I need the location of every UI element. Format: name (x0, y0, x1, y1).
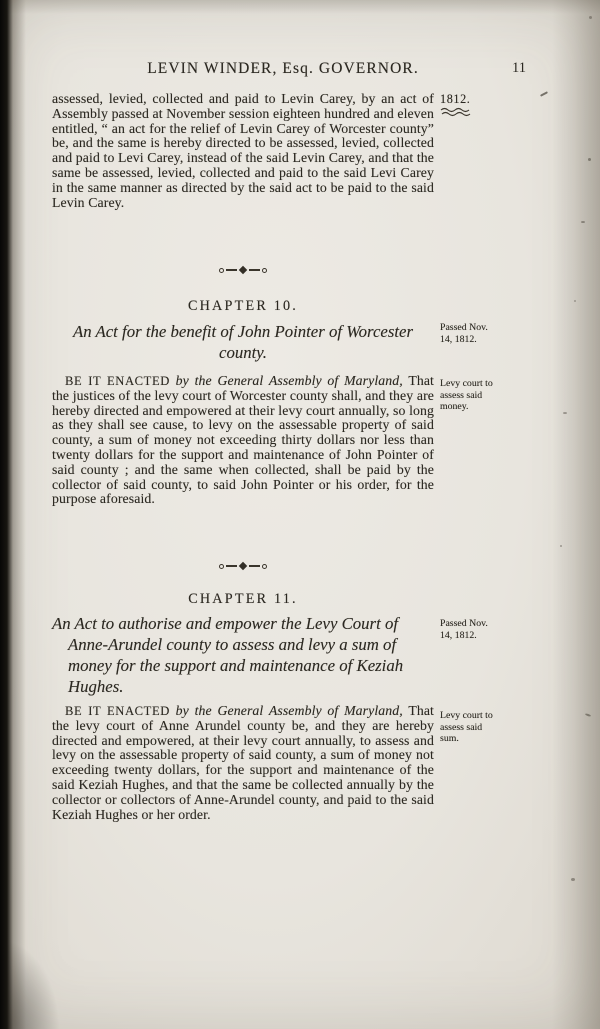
main-text-column (52, 0, 434, 1029)
chapter-11-body-text: That the levy court of Anne Arundel county be, and they are hereby directed and empowered, at their levy court annually, to assess and levy on the assessable property of said county, a sum of money not exceeding twenty dollars, for the support and maintenance of the said Keziah Hughes, and that the same be collected annually by the collector or collectors of Anne-Arundel county, and paid to the said Keziah Hughes or her order. (52, 703, 434, 822)
ornament-diamond-icon (239, 266, 247, 274)
scan-speck (589, 16, 592, 19)
margin-year-text: 1812. (440, 92, 471, 106)
ornament-line-right (249, 269, 260, 270)
ornament-dot-left (219, 564, 224, 569)
margin-note-year (440, 94, 490, 117)
scan-speck (560, 545, 562, 547)
ornament-dot-left (219, 268, 224, 273)
page-edge-right-shadow (552, 0, 600, 1029)
scan-speck (563, 412, 567, 414)
margin-notes-column (440, 0, 532, 1029)
page-edge-left-binding (0, 0, 26, 1029)
chapter-11-heading: CHAPTER 11. (188, 591, 298, 607)
chapter-11-enacting-words: BE IT ENACTED (65, 704, 170, 718)
section-divider-ornament (52, 560, 434, 572)
margin-note-levy-ch10: Levy court to assess said money. (440, 378, 493, 413)
chapter-10-enacting-words: BE IT ENACTED (65, 374, 170, 388)
chapter-11-act-title: An Act to authorise and empower the Levy Court of Anne-Arundel county to assess and levy a sum of money for the support and maintenance of Keziah Hughes. (52, 614, 404, 696)
scan-speck (581, 221, 585, 223)
ornament-line-left (226, 269, 237, 270)
margin-note-passed-ch11: Passed Nov. 14, 1812. (440, 618, 488, 641)
ornament-dot-right (262, 564, 267, 569)
page-number: 11 (512, 60, 526, 76)
section-divider-ornament (52, 264, 434, 276)
ornament-line-right (249, 565, 260, 566)
scan-speck (571, 878, 575, 881)
scan-speck (540, 91, 548, 97)
squiggle-brace-icon (440, 107, 472, 117)
chapter-10-act-title: An Act for the benefit of John Pointer of Worcester county. (72, 322, 414, 362)
chapter-10-body-text: That the justices of the levy court of Worcester county shall, and they are hereby directed and empowered at their levy court annually, so long as they shall see cause, to levy on the assessable property of said county, a sum of money not exceeding thirty dollars nor less than twenty dollars for the support and maintenance of John Pointer of said county ; and the same when collected, shall be paid by the collector of said county, to said John Pointer or his order, for the purpose aforesaid. (52, 373, 434, 507)
margin-note-levy-ch11: Levy court to assess said sum. (440, 710, 493, 745)
chapter-10-heading: CHAPTER 10. (187, 298, 299, 314)
margin-note-passed-ch10: Passed Nov. 14, 1812. (440, 322, 488, 345)
ornament-diamond-icon (239, 562, 247, 570)
chapter-11-assembly-phrase: by the General Assembly of Maryland, (175, 703, 403, 718)
continuation-paragraph: assessed, levied, collected and paid to Levin Carey, by an act of Assembly passed at November session eighteen hundred and eleven entitled, “ an act for the relief of Levin Carey of Worcester county” be, and the same is hereby directed to be assessed, levied, collected and paid to Levi Carey, instead of the said Levin Carey, and that the same be assessed, levied, collected and paid to the said Levi Carey in the same manner as directed by the said act to be paid to the said Levin Carey. (52, 91, 434, 210)
scan-speck (588, 158, 591, 161)
corner-smudge (0, 939, 60, 1029)
ornament-line-left (226, 565, 237, 566)
ornament-dot-right (262, 268, 267, 273)
chapter-10-enactment-paragraph (52, 374, 434, 507)
chapter-10-assembly-phrase: by the General Assembly of Maryland, (175, 373, 403, 388)
running-header-title: LEVIN WINDER, Esq. GOVERNOR. (147, 60, 419, 77)
chapter-11-enactment-paragraph (52, 704, 434, 822)
scan-speck (574, 300, 576, 302)
scan-speck (585, 713, 591, 717)
